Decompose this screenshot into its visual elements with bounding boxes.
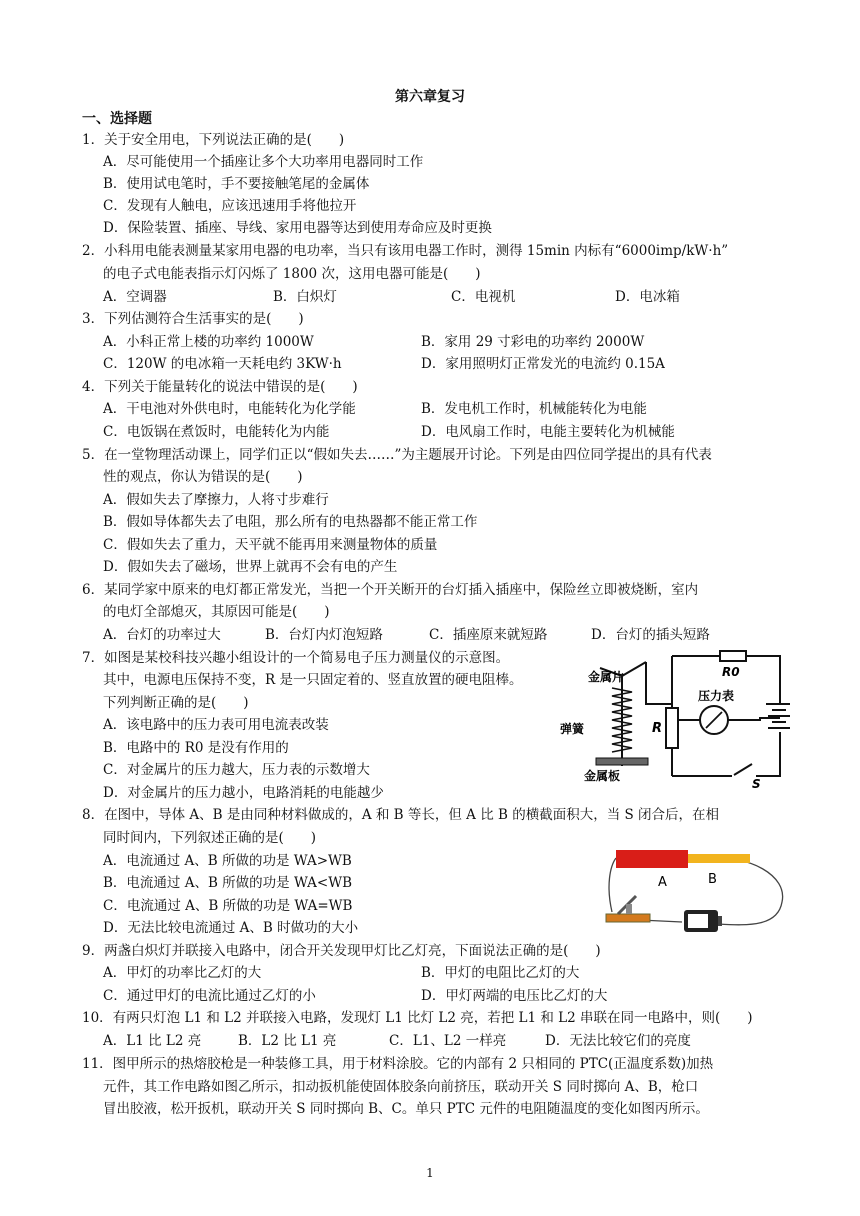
label-conductor-a: A: [658, 875, 667, 890]
switch-s: [734, 764, 752, 775]
page-number: 1: [426, 1166, 434, 1180]
question-11-stem: 11．图甲所示的热熔胶枪是一种装修工具，用于材料涂胶。它的内部有 2 只相同的 PTC(正温度系数)加热: [82, 1056, 714, 1072]
question-2-stem-cont: 的电子式电能表指示灯闪烁了 1800 次，这用电器可能是( ): [103, 266, 481, 282]
q9-option-c: C．通过甲灯的电流比通过乙灯的小: [103, 988, 316, 1004]
q1-option-b: B．使用试电笔时，手不要接触笔尾的金属体: [103, 176, 370, 192]
q8-conductor-figure: [600, 846, 790, 936]
question-8-stem-cont: 同时间内，下列叙述正确的是( ): [103, 830, 317, 846]
q10-option-c: C．L1、L2 一样亮: [389, 1033, 507, 1049]
q10-option-d: D．无法比较它们的亮度: [545, 1033, 691, 1049]
question-8-stem: 8．在图中，导体 A、B 是由同种材料做成的，A 和 B 等长，但 A 比 B 的横截面积大，当 S 闭合后，在相: [82, 807, 720, 823]
q6-option-c: C．插座原来就短路: [429, 627, 548, 643]
question-1-stem: 1．关于安全用电，下列说法正确的是( ): [82, 132, 345, 148]
label-conductor-b: B: [708, 872, 717, 887]
q4-option-c: C．电饭锅在煮饭时，电能转化为内能: [103, 424, 330, 440]
q3-option-c: C．120W 的电冰箱一天耗电约 3KW·h: [103, 356, 342, 372]
q8-option-b: B．电流通过 A、B 所做的功是 WA<WB: [103, 875, 353, 891]
question-6-stem-cont: 的电灯全部熄灭，其原因可能是( ): [103, 604, 330, 620]
q7-circuit-figure: [560, 648, 790, 788]
q2-option-c: C．电视机: [451, 289, 516, 305]
question-2-stem: 2．小科用电能表测量某家用电器的电功率，当只有该用电器工作时，测得 15min 内标有“6000imp/kW·h”: [82, 243, 729, 259]
q3-option-d: D．家用照明灯正常发光的电流约 0.15A: [421, 356, 665, 372]
question-5-stem: 5．在一堂物理活动课上，同学们正以“假如失去……”为主题展开讨论。下列是由四位同学提出的具有代表: [82, 447, 712, 463]
q2-option-d: D．电冰箱: [615, 289, 680, 305]
q9-option-b: B．甲灯的电阻比乙灯的大: [421, 965, 580, 981]
q8-option-c: C．电流通过 A、B 所做的功是 WA=WB: [103, 898, 353, 914]
page-title: 第六章复习: [395, 89, 465, 105]
question-5-stem-cont: 性的观点，你认为错误的是( ): [103, 469, 303, 485]
q8-option-a: A．电流通过 A、B 所做的功是 WA>WB: [103, 853, 352, 869]
q7-option-a: A．该电路中的压力表可用电流表改装: [103, 717, 329, 733]
q5-option-b: B．假如导体都失去了电阻，那么所有的电热器都不能正常工作: [103, 514, 478, 530]
question-3-stem: 3．下列估测符合生活事实的是( ): [82, 311, 304, 327]
q7-option-d: D．对金属片的压力越小，电路消耗的电能越少: [103, 785, 384, 801]
q1-option-a: A．尽可能使用一个插座让多个大功率用电器同时工作: [103, 154, 424, 170]
label-metal-sheet: 金属片: [588, 670, 625, 684]
switch-base: [606, 914, 650, 922]
q6-option-d: D．台灯的插头短路: [591, 627, 710, 643]
label-r0: R0: [722, 665, 740, 679]
question-4-stem: 4．下列关于能量转化的说法中错误的是( ): [82, 379, 358, 395]
label-switch-s: S: [752, 777, 761, 788]
label-metal-plate: 金属板: [584, 769, 621, 783]
resistor-r: [666, 708, 678, 748]
q1-option-d: D．保险装置、插座、导线、家用电器等达到使用寿命应及时更换: [103, 220, 492, 236]
q2-option-b: B．白炽灯: [273, 289, 337, 305]
q9-option-d: D．甲灯两端的电压比乙灯的大: [421, 988, 608, 1004]
question-6-stem: 6．某同学家中原来的电灯都正常发光，当把一个开关断开的台灯插入插座中，保险丝立即被烧断，室内: [82, 582, 699, 598]
question-7-stem: 7．如图是某校科技兴趣小组设计的一个简易电子压力测量仪的示意图。: [82, 650, 510, 666]
q4-option-a: A．干电池对外供电时，电能转化为化学能: [103, 401, 356, 417]
question-7-stem-cont2: 下列判断正确的是( ): [103, 695, 249, 711]
question-11-stem-cont2: 冒出胶液，松开扳机，联动开关 S 同时掷向 B、C。单只 PTC 元件的电阻随温度的变化如图丙所示。: [103, 1101, 709, 1117]
conductor-b: [688, 854, 750, 863]
question-11-stem-cont1: 元件，其工作电路如图乙所示，扣动扳机能使固体胶条向前挤压，联动开关 S 同时掷向 A、B，枪口: [103, 1079, 699, 1095]
label-pressure-gauge: 压力表: [698, 689, 735, 703]
question-10-stem: 10．有两只灯泡 L1 和 L2 并联接入电路，发现灯 L1 比灯 L2 亮，若把 L1 和 L2 串联在同一电路中，则( ): [82, 1010, 753, 1026]
q8-option-d: D．无法比较电流通过 A、B 时做功的大小: [103, 920, 359, 936]
q5-option-d: D．假如失去了磁场，世界上就再不会有电的产生: [103, 559, 398, 575]
q10-option-a: A．L1 比 L2 亮: [103, 1033, 202, 1049]
question-9-stem: 9．两盏白炽灯并联接入电路中，闭合开关发现甲灯比乙灯亮，下面说法正确的是( ): [82, 943, 601, 959]
conductor-a: [616, 850, 688, 868]
q6-option-a: A．台灯的功率过大: [103, 627, 221, 643]
q5-option-a: A．假如失去了摩擦力，人将寸步难行: [103, 492, 329, 508]
metal-plate: [596, 758, 648, 765]
q5-option-c: C．假如失去了重力，天平就不能再用来测量物体的质量: [103, 537, 438, 553]
label-r: R: [652, 721, 663, 736]
section-heading: 一、选择题: [82, 111, 152, 127]
q4-option-b: B．发电机工作时，机械能转化为电能: [421, 401, 647, 417]
q3-option-b: B．家用 29 寸彩电的功率约 2000W: [421, 334, 645, 350]
q1-option-c: C．发现有人触电，应该迅速用手将他拉开: [103, 198, 357, 214]
question-7-stem-cont1: 其中，电源电压保持不变，R 是一只固定着的、竖直放置的硬电阻棒。: [103, 672, 523, 688]
q2-option-a: A．空调器: [103, 289, 167, 305]
q4-option-d: D．电风扇工作时，电能主要转化为机械能: [421, 424, 675, 440]
q10-option-b: B．L2 比 L1 亮: [238, 1033, 337, 1049]
q7-option-b: B．电路中的 R0 是没有作用的: [103, 740, 289, 756]
q6-option-b: B．台灯内灯泡短路: [265, 627, 383, 643]
q9-option-a: A．甲灯的功率比乙灯的大: [103, 965, 262, 981]
label-spring: 弹簧: [560, 722, 585, 736]
q7-option-c: C．对金属片的压力越大，压力表的示数增大: [103, 762, 370, 778]
resistor-r0: [720, 651, 746, 661]
q3-option-a: A．小科正常上楼的功率约 1000W: [103, 334, 314, 350]
